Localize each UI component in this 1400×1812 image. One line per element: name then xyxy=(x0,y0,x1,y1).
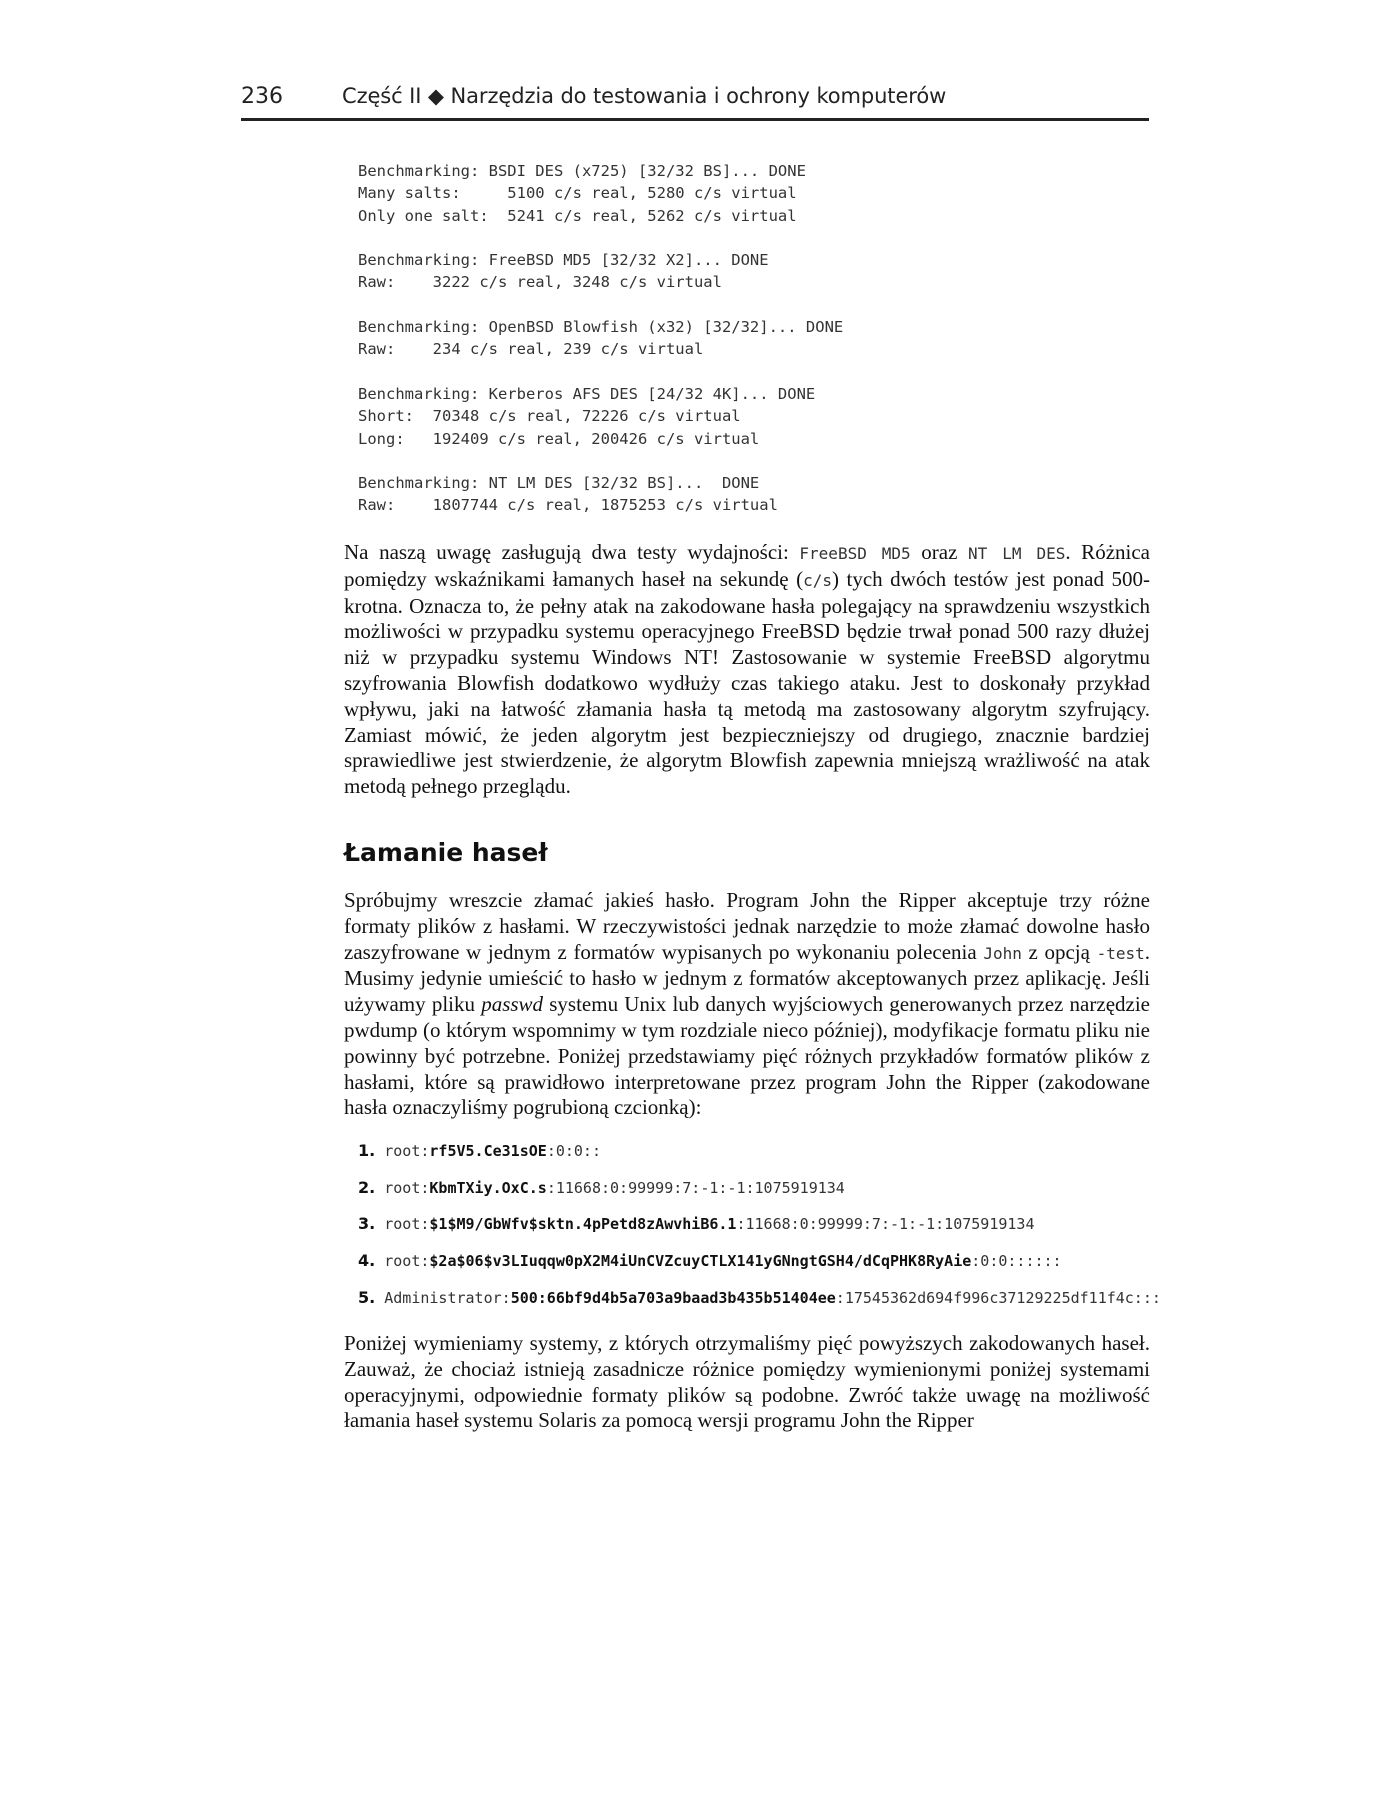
code-line: Benchmarking: NT LM DES [32/32 BS]... DONE xyxy=(358,474,760,493)
page-header xyxy=(241,80,1149,121)
inline-code: FreeBSD MD5 xyxy=(799,544,911,563)
code-line: Benchmarking: OpenBSD Blowfish (x32) [32/32]... DONE xyxy=(358,318,844,337)
encoded-hash: $1$M9/GbWfv$sktn.4pPetd8zAwvhiB6.1 xyxy=(429,1215,737,1234)
text-run: Na naszą uwagę zasługują dwa testy wydajności: xyxy=(344,540,800,564)
list-item xyxy=(358,1288,1161,1325)
text-run: systemu Unix lub danych wyjściowych generowanych przez narzędzie pwdump (o którym wspomnimy w tym rozdziale nieco później), modyfikacje formatu pliku nie powinny być potrzebne. Poniżej przedstawiamy pięć różnych przykładów formatów plików z hasłami, które są prawidłowo interpretowane przez program John the Ripper (zakodowane hasła oznaczyliśmy pogrubioną czcionką): xyxy=(344,992,1150,1120)
example-suffix: :11668:0:99999:7:-1:-1:1075919134 xyxy=(736,1215,1035,1234)
encoded-hash: $2a$06$v3LIuqqw0pX2M4iUnCVZcuyCTLX141yGNngtGSH4/dCqPHK8RyAie xyxy=(429,1252,972,1271)
list-item xyxy=(358,1251,1161,1288)
list-number: 5. xyxy=(358,1287,376,1307)
example-prefix: root: xyxy=(384,1178,430,1197)
list-number: 1. xyxy=(358,1141,376,1160)
code-line: Benchmarking: Kerberos AFS DES [24/32 4K]... DONE xyxy=(358,384,816,403)
italic-term: passwd xyxy=(481,992,544,1017)
example-suffix: :17545362d694f996c37129225df11f4c::: xyxy=(835,1288,1161,1307)
encoded-hash: 500:66bf9d4b5a703a9baad3b435b51404ee xyxy=(510,1288,836,1307)
text-run: Spróbujmy wreszcie złamać jakieś hasło. Program John the Ripper akceptuje trzy różne formaty plików z hasłami. W rzeczywistości jednak narzędzie to może złamać dowolne hasło zaszyfrowane w jednym z formatów wypisanych po wykonaniu polecenia xyxy=(344,888,1150,964)
code-line: Long: 192409 c/s real, 200426 c/s virtual xyxy=(358,429,760,448)
password-format-examples xyxy=(358,1141,1161,1324)
inline-code: c/s xyxy=(803,570,832,590)
encoded-hash: KbmTXiy.OxC.s xyxy=(429,1178,547,1197)
benchmark-output xyxy=(358,160,843,517)
list-number: 4. xyxy=(358,1251,376,1271)
example-prefix: root: xyxy=(384,1215,430,1234)
code-line: Short: 70348 c/s real, 72226 c/s virtual xyxy=(358,407,741,426)
example-prefix: root: xyxy=(384,1142,430,1160)
code-line: Benchmarking: FreeBSD MD5 [32/32 X2]... DONE xyxy=(358,251,769,270)
list-number: 3. xyxy=(358,1214,376,1234)
code-line: Raw: 1807744 c/s real, 1875253 c/s virtual xyxy=(358,496,778,515)
code-line: Benchmarking: BSDI DES (x725) [32/32 BS]... DONE xyxy=(358,162,806,180)
text-run: ) tych dwóch testów jest ponad 500-krotna. Oznacza to, że pełny atak na zakodowane hasła polegający na sprawdzeniu wszystkich możliwości w przypadku systemu operacyjnego FreeBSD będzie trwał ponad 500 razy dłużej niż w przypadku systemu Windows NT! Zastosowanie w systemie FreeBSD algorytmu szyfrowania Blowfish dodatkowo wydłuży czas takiego ataku. Jest to doskonały przykład wpływu, jaki na łatwość złamania hasła tą metodą ma zastosowany algorytm szyfrujący. Zamiast mówić, że jeden algorytm jest bezpieczniejszy od drugiego, znacznie bardziej sprawiedliwe jest stwierdzenie, że algorytm Blowfish zapewnia mniejszą wrażliwość na atak metodą pełnego przeglądu. xyxy=(344,566,1150,799)
paragraph-systems-intro: Poniżej wymieniamy systemy, z których otrzymaliśmy pięć powyższych zakodowanych haseł. Zauważ, że chociaż istnieją zasadnicze różnice pomiędzy wymienionymi poniżej systemami operacyjnymi, odpowiednie formaty plików są podobne. Zwróć także uwagę na możliwość łamania haseł systemu Solaris za pomocą wersji programu John the Ripper xyxy=(344,1331,1150,1433)
example-suffix: :11668:0:99999:7:-1:-1:1075919134 xyxy=(546,1178,845,1197)
paragraph-password-formats xyxy=(344,888,1150,1121)
paragraph-benchmark-analysis xyxy=(344,540,1150,800)
list-item xyxy=(358,1214,1161,1251)
inline-code: NT LM DES xyxy=(968,544,1066,563)
list-number: 2. xyxy=(358,1177,376,1197)
inline-code: -test xyxy=(1096,943,1145,963)
code-line: Raw: 3222 c/s real, 3248 c/s virtual xyxy=(358,273,722,292)
section-heading: Łamanie haseł xyxy=(344,838,548,867)
example-suffix: :0:0:: xyxy=(546,1142,601,1160)
example-prefix: Administrator: xyxy=(384,1288,511,1307)
code-line: Many salts: 5100 c/s real, 5280 c/s virtual xyxy=(358,184,797,203)
text-run: z opcją xyxy=(1021,939,1097,964)
page-number: 236 xyxy=(241,84,283,109)
running-title: Część II ◆ Narzędzia do testowania i ochrony komputerów xyxy=(342,84,947,108)
code-line: Raw: 234 c/s real, 239 c/s virtual xyxy=(358,340,704,359)
text-run: oraz xyxy=(910,540,968,564)
encoded-hash: rf5V5.Ce31sOE xyxy=(429,1142,547,1160)
list-item xyxy=(358,1141,1161,1178)
example-suffix: :0:0:::::: xyxy=(971,1252,1062,1271)
list-item xyxy=(358,1178,1161,1215)
text-run: . Musimy jedynie umieścić to hasło w jednym z formatów akceptowanych przez aplikację. Jeśli używamy pliku xyxy=(344,939,1150,1017)
code-line: Only one salt: 5241 c/s real, 5262 c/s virtual xyxy=(358,206,797,225)
inline-code: John xyxy=(983,943,1022,963)
text-run: . Różnica pomiędzy wskaźnikami łamanych haseł na sekundę ( xyxy=(344,540,1150,591)
example-prefix: root: xyxy=(384,1252,430,1271)
